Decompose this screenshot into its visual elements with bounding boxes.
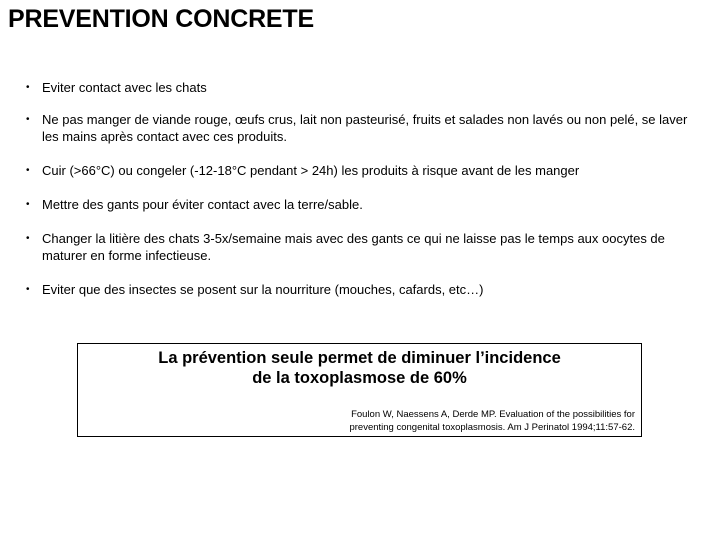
- callout-message: [78, 348, 641, 388]
- callout-box: [77, 343, 642, 437]
- bullet-icon: •: [26, 114, 30, 125]
- list-item: [26, 196, 706, 213]
- list-item-text: Cuir (>66°C) ou congeler (-12-18°C pendant > 24h) les produits à risque avant de les manger: [42, 163, 580, 178]
- callout-line-2: de la toxoplasmose de 60%: [252, 369, 467, 387]
- list-item-text: Eviter que des insectes se posent sur la nourriture (mouches, cafards, etc…): [42, 282, 484, 297]
- reference-line-2: preventing congenital toxoplasmosis. Am J Perinatol 1994;11:57-62.: [349, 422, 635, 433]
- bullet-icon: •: [26, 284, 30, 295]
- list-item: [26, 79, 706, 96]
- bullet-icon: •: [26, 82, 30, 93]
- bullet-icon: •: [26, 233, 30, 244]
- list-item-text: Eviter contact avec les chats: [42, 80, 207, 95]
- bullet-icon: •: [26, 199, 30, 210]
- bullet-icon: •: [26, 165, 30, 176]
- callout-line-1: La prévention seule permet de diminuer l’incidence: [158, 349, 561, 367]
- reference-line-1: Foulon W, Naessens A, Derde MP. Evaluation of the possibilities for: [351, 409, 635, 420]
- reference-citation: [349, 408, 635, 434]
- list-item-text: Mettre des gants pour éviter contact avec la terre/sable.: [42, 197, 363, 212]
- list-item: [26, 281, 706, 298]
- list-item: [26, 162, 706, 179]
- list-item: [26, 111, 706, 145]
- list-item-text: Ne pas manger de viande rouge, œufs crus, lait non pasteurisé, fruits et salades non lavés ou non pelé, se laver les mains après contact avec ces produits.: [42, 112, 688, 144]
- slide-title: PREVENTION CONCRETE: [8, 5, 314, 33]
- list-item: [26, 230, 706, 264]
- list-item-text: Changer la litière des chats 3-5x/semaine mais avec des gants ce qui ne laisse pas le temps aux oocytes de maturer en forme infectieuse.: [42, 231, 665, 263]
